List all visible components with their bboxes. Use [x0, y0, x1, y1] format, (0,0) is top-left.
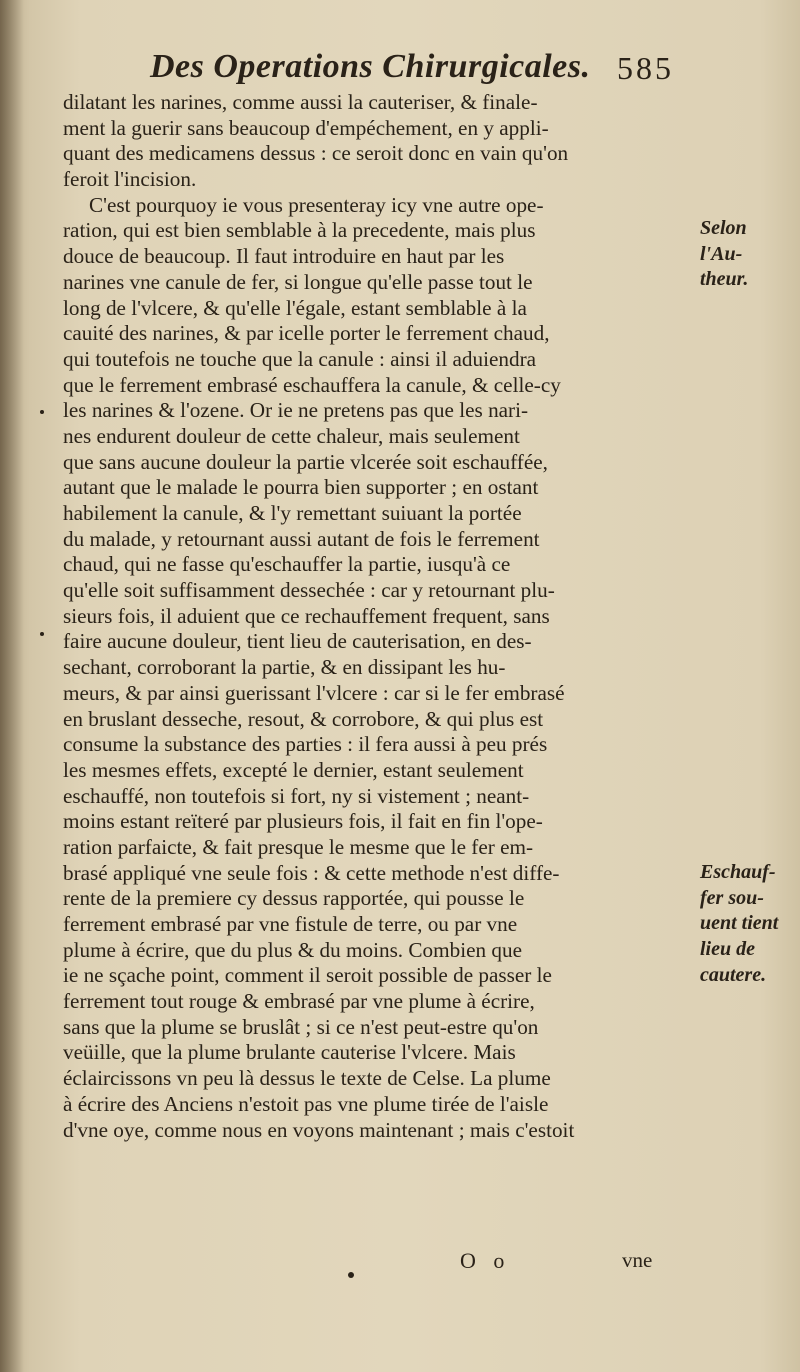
- text-line: narines vne canule de fer, si longue qu'elle passe tout le: [63, 269, 533, 294]
- text-line: quant des medicamens dessus : ce seroit donc en vain qu'on: [63, 141, 569, 166]
- text-line: C'est pourquoy ie vous presenteray icy vne autre ope-: [89, 192, 544, 217]
- text-line: chaud, qui ne fasse qu'eschauffer la partie, iusqu'à ce: [63, 552, 511, 577]
- text-line: ment la guerir sans beaucoup d'empéchement, en y appli-: [63, 115, 549, 140]
- margin-note-line: l'Au-: [700, 242, 743, 265]
- margin-note-line: uent tient: [700, 912, 779, 935]
- ink-speck: [40, 632, 44, 636]
- text-line: brasé appliqué vne seule fois : & cette methode n'est diffe-: [63, 860, 560, 885]
- page-number: 585: [617, 50, 674, 86]
- text-line: à écrire des Anciens n'estoit pas vne plume tirée de l'aisle: [63, 1091, 549, 1116]
- margin-note-line: Eschauf-: [700, 861, 776, 883]
- ink-speck: [348, 1272, 354, 1278]
- text-line: veüille, que la plume brulante cauterise l'vlcere. Mais: [63, 1040, 516, 1065]
- margin-note-line: theur.: [700, 268, 749, 291]
- text-line: plume à écrire, que du plus & du moins. Combien que: [63, 937, 522, 962]
- text-line: long de l'vlcere, & qu'elle l'égale, estant semblable à la: [63, 295, 527, 320]
- text-line: autant que le malade le pourra bien supporter ; en ostant: [63, 475, 539, 500]
- text-line: meurs, & par ainsi guerissant l'vlcere : car si le fer embrasé: [63, 680, 565, 705]
- text-line: ferrement embrasé par vne fistule de terre, ou par vne: [63, 912, 518, 936]
- text-line: rente de la premiere cy dessus rapportée, qui pousse le: [63, 886, 525, 911]
- text-line: en bruslant desseche, resout, & corrobore, & qui plus est: [63, 706, 544, 731]
- margin-note-line: lieu de: [700, 938, 755, 961]
- text-line: ration parfaicte, & fait presque le mesme que le fer em-: [63, 834, 534, 859]
- text-line: qui toutefois ne touche que la canule : ainsi il aduiendra: [63, 346, 537, 371]
- text-line: que sans aucune douleur la partie vlcerée soit eschauffée,: [63, 449, 548, 474]
- text-line: cauité des narines, & par icelle porter le ferrement chaud,: [63, 321, 550, 346]
- text-line: eschauffé, non toutefois si fort, ny si vistement ; neant-: [63, 783, 530, 808]
- catchword: vne: [622, 1248, 653, 1272]
- margin-note-eschauffer: [700, 860, 798, 988]
- text-line: habilement la canule, & l'y remettant suiuant la portée: [63, 501, 522, 525]
- text-line: douce de beaucoup. Il faut introduire en haut par les: [63, 244, 505, 269]
- text-line: feroit l'incision.: [63, 167, 197, 192]
- signature-mark: O o: [460, 1248, 511, 1273]
- margin-note-line: Selon: [700, 217, 747, 239]
- text-line: les narines & l'ozene. Or ie ne pretens pas que les nari-: [63, 398, 529, 423]
- body-text: [63, 90, 669, 1143]
- page-footer: [0, 1248, 800, 1278]
- text-line: du malade, y retournant aussi autant de fois le ferrement: [63, 526, 540, 551]
- text-line: qu'elle soit suffisamment dessechée : car y retournant plu-: [63, 578, 555, 603]
- page-header: [0, 48, 800, 92]
- text-line: que le ferrement embrasé eschauffera la canule, & celle-cy: [63, 372, 561, 397]
- text-line: d'vne oye, comme nous en voyons maintenant ; mais c'estoit: [63, 1117, 575, 1142]
- text-line: sieurs fois, il aduient que ce rechauffement frequent, sans: [63, 603, 550, 628]
- text-line: éclaircissons vn peu là dessus le texte de Celse. La plume: [63, 1066, 551, 1091]
- text-line: moins estant reïteré par plusieurs fois, il fait en fin l'ope-: [63, 809, 543, 834]
- text-line: faire aucune douleur, tient lieu de cauterisation, en des-: [63, 629, 532, 654]
- ink-speck: [40, 410, 44, 414]
- text-line: nes endurent douleur de cette chaleur, mais seulement: [63, 423, 520, 448]
- running-title: Des Operations Chirurgicales.: [150, 48, 591, 85]
- margin-note-line: cautere.: [700, 963, 767, 986]
- text-line: consume la substance des parties : il fera aussi à peu prés: [63, 732, 548, 757]
- text-line: dilatant les narines, comme aussi la cauteriser, & finale-: [63, 90, 538, 114]
- margin-note-line: fer sou-: [700, 886, 764, 909]
- text-line: les mesmes effets, excepté le dernier, estant seulement: [63, 757, 524, 782]
- text-line: ie ne sçache point, comment il seroit possible de passer le: [63, 963, 552, 988]
- gutter-shadow: [0, 0, 24, 1372]
- text-line: sechant, corroborant la partie, & en dissipant les hu-: [63, 655, 506, 680]
- margin-note-selon-lauteur: [700, 216, 798, 293]
- text-line: ferrement tout rouge & embrasé par vne plume à écrire,: [63, 989, 535, 1014]
- text-line: ration, qui est bien semblable à la precedente, mais plus: [63, 218, 536, 243]
- text-line: sans que la plume se bruslât ; si ce n'est peut-estre qu'on: [63, 1014, 539, 1039]
